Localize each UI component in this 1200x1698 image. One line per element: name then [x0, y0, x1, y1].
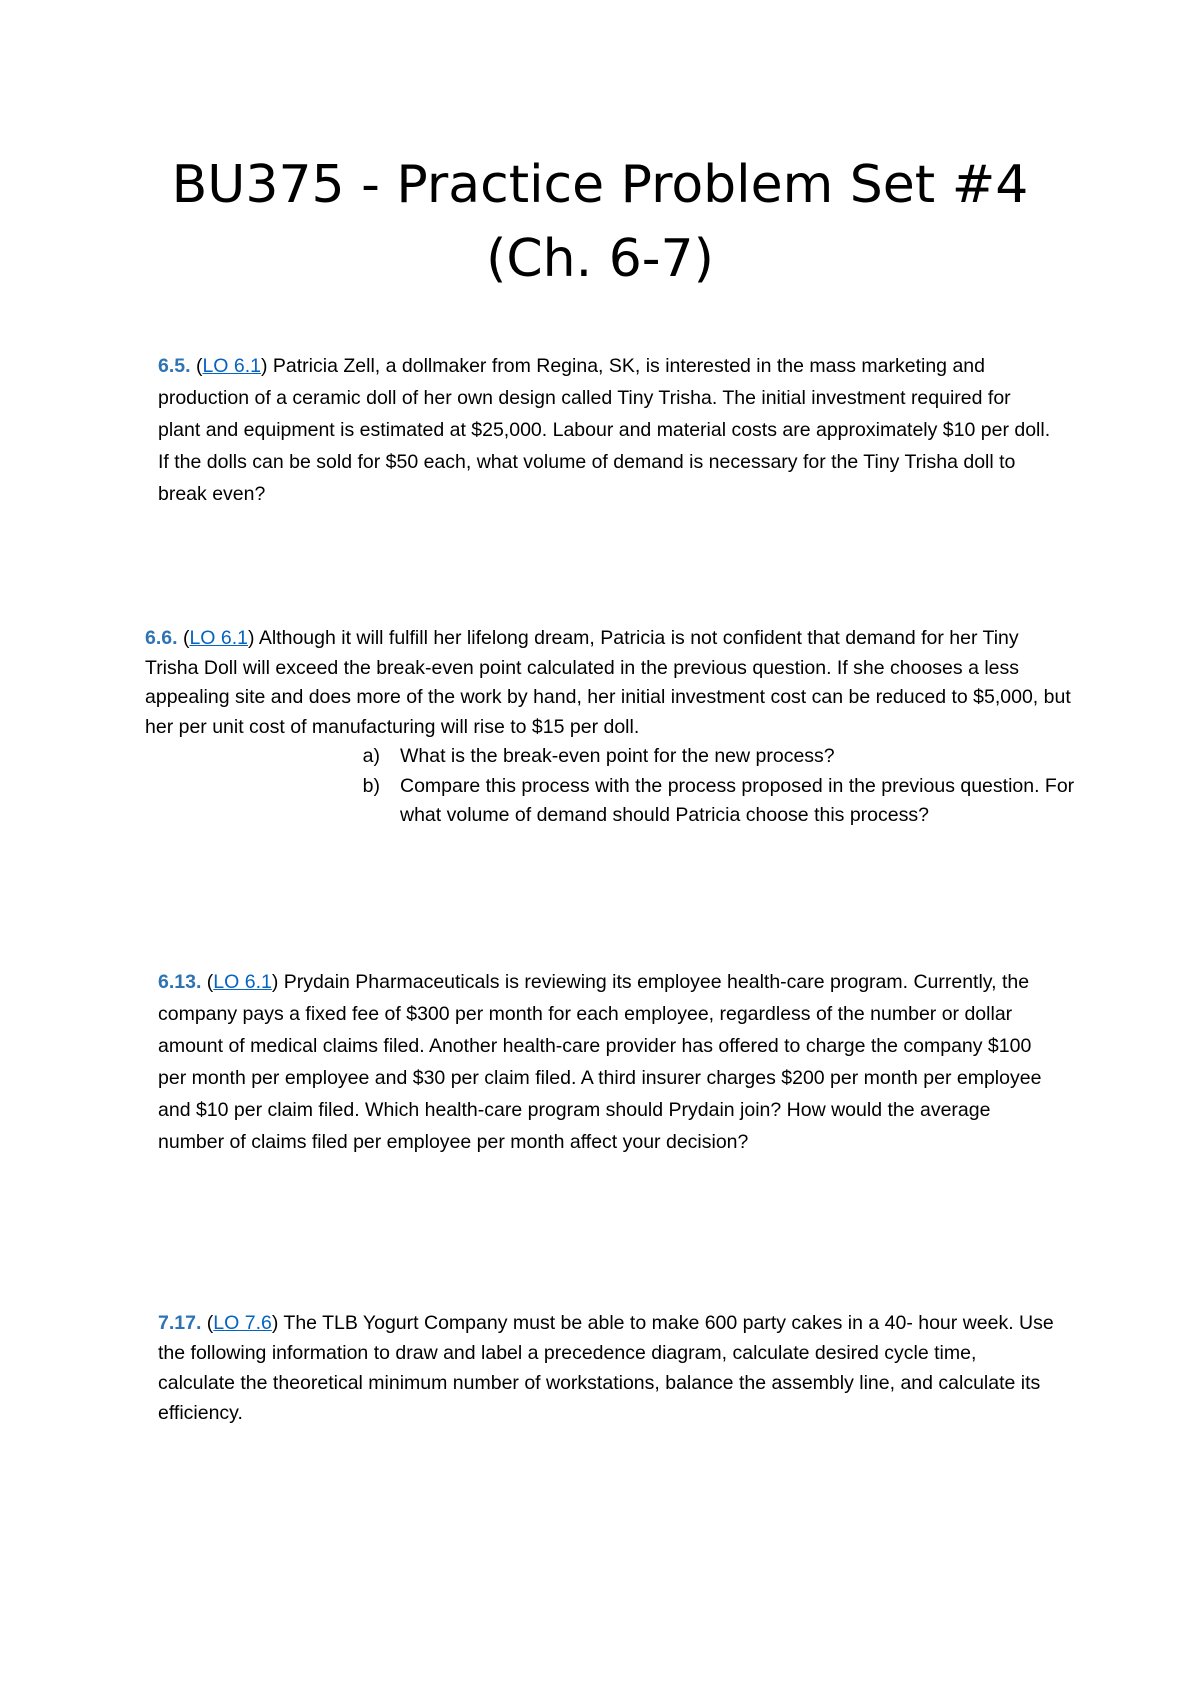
close-paren: ) — [271, 971, 279, 993]
lo-link[interactable]: LO 6.1 — [189, 627, 248, 649]
problem-text: The TLB Yogurt Company must be able to make 600 party cakes in a 40- hour week. Use the following information to draw and label a precedence diagram, calculate desired cycle time, calculate the theoretical minimum number of workstations, balance the assembly line, and calculate its efficiency. — [158, 1312, 1054, 1424]
sub-question-text: What is the break-even point for the new process? — [400, 745, 835, 767]
open-paren: ( — [201, 1312, 214, 1334]
sub-question-list — [145, 742, 1075, 831]
problem-6-6 — [145, 624, 1075, 831]
open-paren: ( — [201, 971, 214, 993]
page-title — [0, 148, 1200, 296]
problem-number: 7.17. — [158, 1312, 202, 1334]
title-line-2: (Ch. 6-7) — [486, 229, 714, 289]
close-paren: ) — [248, 627, 255, 649]
problem-paragraph — [158, 1308, 1058, 1428]
sub-question-marker: a) — [362, 745, 380, 767]
close-paren: ) — [271, 1312, 279, 1334]
lo-link[interactable]: LO 6.1 — [213, 971, 272, 993]
lo-link[interactable]: LO 6.1 — [202, 355, 261, 377]
problem-text: Patricia Zell, a dollmaker from Regina, SK, is interested in the mass marketing and production of a ceramic doll of her own design called Tiny Trisha. The initial investment required for plant and equipment is estimated at $25,000. Labour and material costs are approximately $10 per doll. If the dolls can be sold for $50 each, what volume of demand is necessary for the Tiny Trisha doll to break even? — [158, 355, 1051, 505]
sub-question-a — [145, 742, 1075, 772]
close-paren: ) — [261, 355, 268, 377]
problem-number: 6.6. — [145, 627, 178, 649]
open-paren: ( — [177, 627, 190, 649]
problem-7-17 — [158, 1308, 1058, 1428]
problem-text: Although it will fulfill her lifelong dream, Patricia is not confident that demand for her Tiny Trisha Doll will exceed the break-even point calculated in the previous question. If she chooses a less appealing site and does more of the work by hand, her initial investment cost can be reduced to $5,000, but her per unit cost of manufacturing will rise to $15 per doll. — [145, 627, 1071, 738]
sub-question-text: Compare this process with the process proposed in the previous question. For what volume of demand should Patricia choose this process? — [400, 774, 1075, 826]
problem-paragraph — [145, 624, 1075, 742]
problem-paragraph — [158, 350, 1058, 510]
problem-6-5 — [158, 350, 1058, 510]
sub-question-marker: b) — [362, 774, 380, 797]
problem-6-13 — [158, 966, 1058, 1158]
lo-link[interactable]: LO 7.6 — [213, 1312, 272, 1334]
problem-text: Prydain Pharmaceuticals is reviewing its employee health-care program. Currently, the company pays a fixed fee of $300 per month for each employee, regardless of the number or dollar amount of medical claims filed. Another health-care provider has offered to charge the company $100 per month per employee and $30 per claim filed. A third insurer charges $200 per month per employee and $10 per claim filed. Which health-care program should Prydain join? How would the average number of claims filed per employee per month affect your decision? — [158, 971, 1042, 1153]
problem-number: 6.13. — [158, 971, 202, 993]
sub-question-b — [145, 772, 1075, 831]
title-line-1: BU375 - Practice Problem Set #4 — [171, 155, 1029, 215]
open-paren: ( — [190, 355, 203, 377]
problem-number: 6.5. — [158, 355, 191, 377]
problem-paragraph — [158, 966, 1058, 1158]
